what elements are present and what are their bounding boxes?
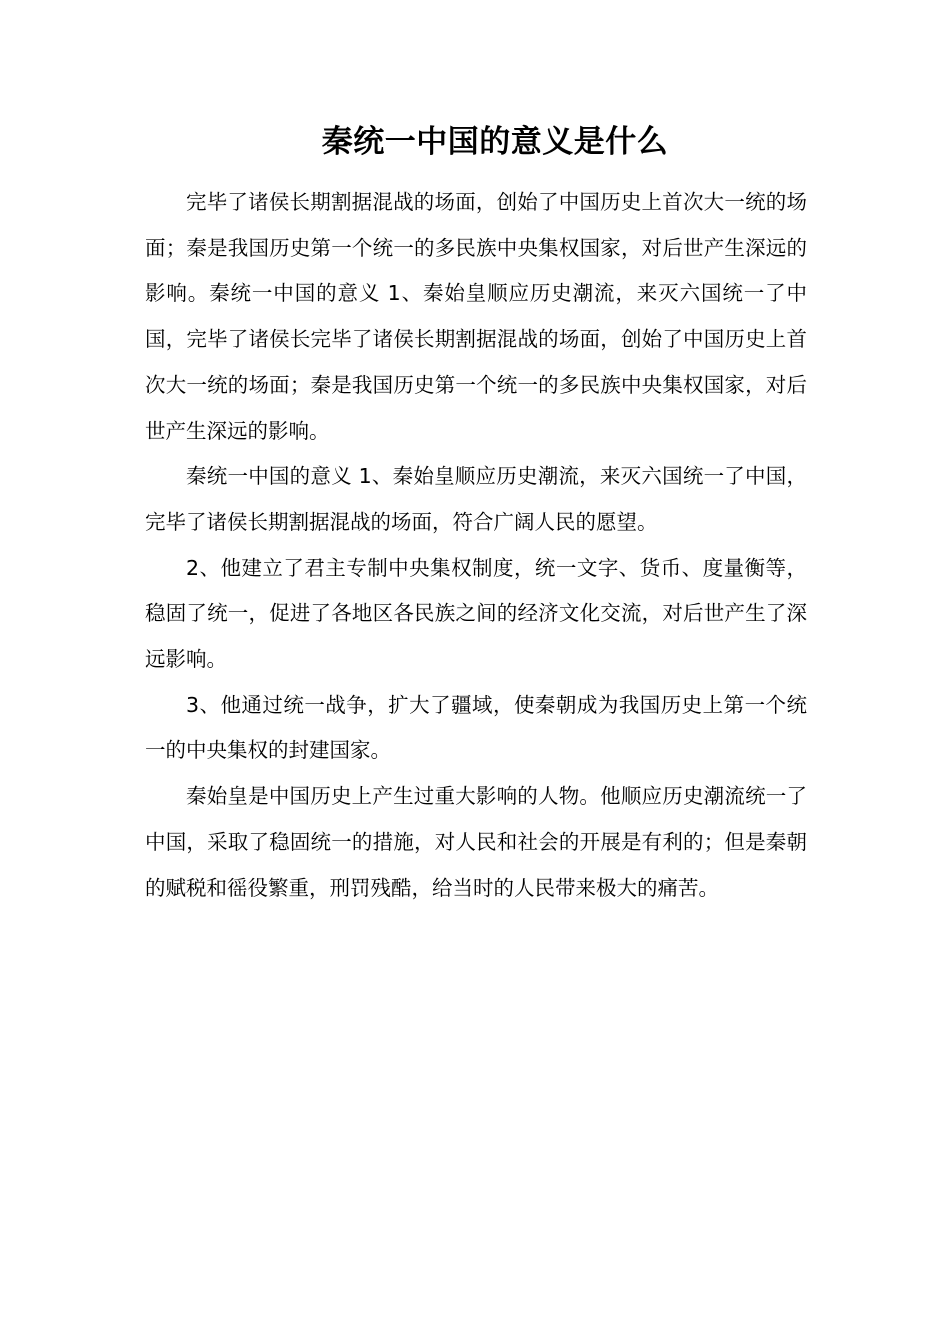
paragraph-3: 2、他建立了君主专制中央集权制度，统一文字、货币、度量衡等，稳固了统一，促进了各地区各民族之间的经济文化交流，对后世产生了深远影响。: [145, 555, 807, 672]
paragraph-4: 3、他通过统一战争，扩大了疆域，使秦朝成为我国历史上第一个统一的中央集权的封建国家。: [145, 692, 807, 763]
paragraph-5: 秦始皇是中国历史上产生过重大影响的人物。他顺应历史潮流统一了中国，采取了稳固统一的措施，对人民和社会的开展是有利的；但是秦朝的赋税和徭役繁重，刑罚残酷，给当时的人民带来极大的痛苦。: [145, 784, 807, 900]
paragraph-2: 秦统一中国的意义 1、秦始皇顺应历史潮流，来灭六国统一了中国，完毕了诸侯长期割据混战的场面，符合广阔人民的愿望。: [145, 464, 807, 534]
paragraph-1: 完毕了诸侯长期割据混战的场面，创始了中国历史上首次大一统的场面；秦是我国历史第一个统一的多民族中央集权国家，对后世产生深远的影响。秦统一中国的意义 1、秦始皇顺应历史潮流，来灭六国统一了中国，完毕了诸侯长完毕了诸侯长期割据混战的场面，创始了中国历史上首次大一统的场面；秦是我国历史第一个统一的多民族中央集权国家，对后世产生深远的影响。: [145, 190, 807, 443]
document-body: [145, 180, 807, 911]
document-title: 秦统一中国的意义是什么: [321, 124, 669, 160]
